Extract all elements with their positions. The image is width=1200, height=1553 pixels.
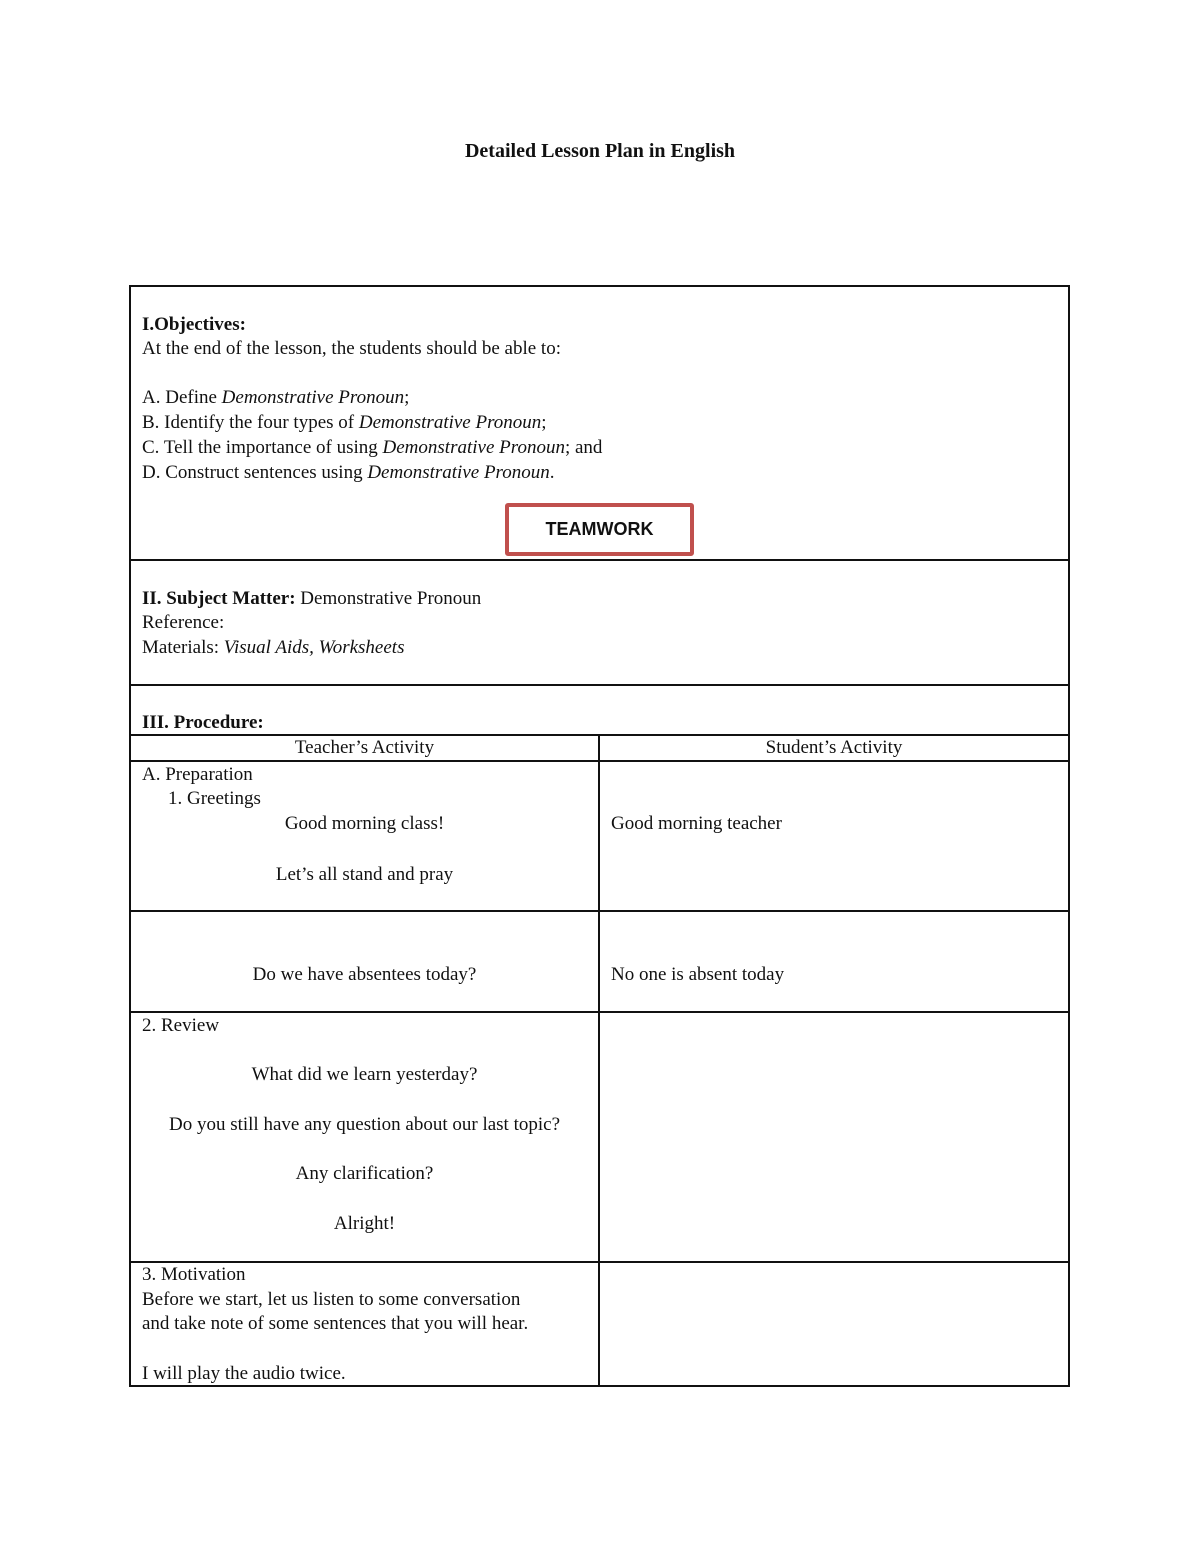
preparation-label: A. Preparation bbox=[142, 764, 253, 785]
subject-matter-heading: II. Subject Matter: bbox=[142, 588, 296, 609]
motivation-text: and take note of some sentences that you will hear. bbox=[142, 1313, 529, 1334]
materials-value: Visual Aids, Worksheets bbox=[223, 637, 405, 658]
student-activity-header: Student’s Activity bbox=[765, 737, 903, 758]
objective-term: Demonstrative Pronoun bbox=[382, 437, 565, 458]
objective-suffix: ; and bbox=[564, 437, 603, 458]
review-label: 2. Review bbox=[142, 1015, 220, 1036]
subject-matter-topic: Demonstrative Pronoun bbox=[300, 588, 482, 609]
student-attendance-answer: No one is absent today bbox=[611, 964, 785, 985]
objective-term: Demonstrative Pronoun bbox=[358, 412, 542, 433]
teacher-pray: Let’s all stand and pray bbox=[275, 864, 454, 885]
objective-prefix: C. Tell the importance of using bbox=[142, 437, 383, 458]
subject-matter-section bbox=[129, 559, 1070, 686]
review-question: What did we learn yesterday? bbox=[251, 1064, 478, 1085]
materials-line bbox=[142, 636, 404, 660]
objective-item bbox=[142, 461, 555, 485]
review-question: Alright! bbox=[333, 1213, 396, 1234]
review-question: Do you still have any question about our last topic? bbox=[168, 1114, 560, 1135]
objective-suffix: ; bbox=[404, 387, 410, 408]
document-title: Detailed Lesson Plan in English bbox=[464, 140, 736, 162]
objective-prefix: D. Construct sentences using bbox=[142, 462, 368, 483]
objective-item bbox=[142, 386, 409, 410]
objectives-heading: I.Objectives: bbox=[142, 314, 246, 335]
objectives-intro: At the end of the lesson, the students should be able to: bbox=[142, 338, 561, 359]
subject-matter-line bbox=[142, 587, 481, 611]
motivation-label: 3. Motivation bbox=[142, 1264, 246, 1285]
objective-prefix: B. Identify the four types of bbox=[142, 412, 359, 433]
table-column-divider bbox=[598, 734, 600, 1386]
objective-prefix: A. Define bbox=[142, 387, 222, 408]
objective-term: Demonstrative Pronoun bbox=[367, 462, 550, 483]
procedure-heading: III. Procedure: bbox=[142, 712, 264, 733]
teamwork-value-box: TEAMWORK bbox=[505, 503, 694, 556]
teacher-attendance-question: Do we have absentees today? bbox=[252, 964, 477, 985]
objective-term: Demonstrative Pronoun bbox=[221, 387, 405, 408]
materials-label: Materials: bbox=[142, 637, 220, 658]
student-greeting: Good morning teacher bbox=[611, 813, 782, 834]
teacher-activity-header: Teacher’s Activity bbox=[294, 737, 435, 758]
greetings-label: 1. Greetings bbox=[168, 788, 261, 809]
objective-suffix: . bbox=[549, 462, 555, 483]
objective-item bbox=[142, 411, 547, 435]
review-question: Any clarification? bbox=[295, 1163, 434, 1184]
motivation-text: Before we start, let us listen to some conversation bbox=[142, 1289, 521, 1310]
objective-item bbox=[142, 436, 602, 460]
objective-suffix: ; bbox=[541, 412, 547, 433]
motivation-text: I will play the audio twice. bbox=[142, 1363, 346, 1384]
teacher-greeting: Good morning class! bbox=[284, 813, 445, 834]
reference-label: Reference: bbox=[142, 612, 225, 633]
